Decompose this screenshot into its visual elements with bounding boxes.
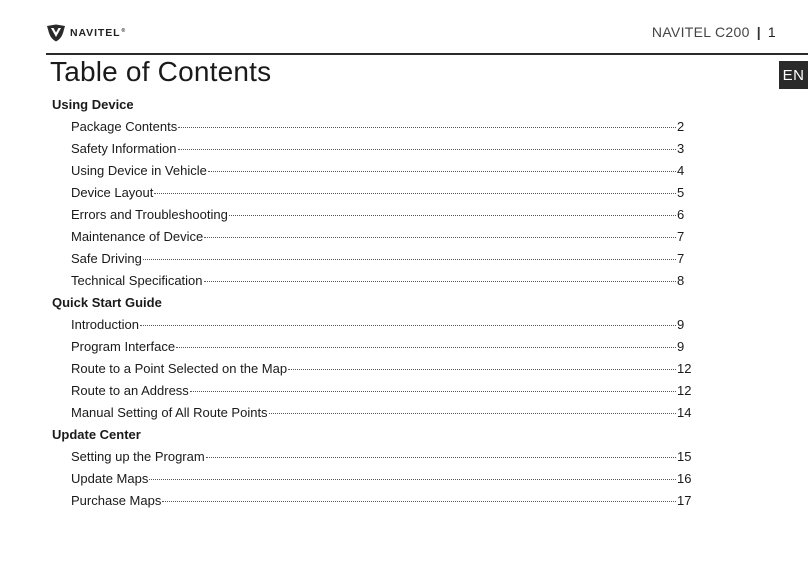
toc-entry-title: Purchase Maps	[71, 493, 162, 508]
toc-entry-page: 7	[677, 251, 685, 266]
toc-entry-title: Device Layout	[71, 185, 154, 200]
dot-leader	[178, 127, 676, 128]
dot-leader	[178, 149, 677, 150]
dot-leader	[176, 347, 676, 348]
shield-icon	[46, 24, 66, 42]
toc-entry-title: Maintenance of Device	[71, 229, 204, 244]
toc-entry-page: 2	[677, 119, 685, 134]
toc-entry-title: Safety Information	[71, 141, 177, 156]
section-heading: Quick Start Guide	[52, 295, 162, 310]
toc-entry-page: 4	[677, 163, 685, 178]
dot-leader	[143, 259, 676, 260]
toc-entry[interactable]	[52, 160, 692, 182]
toc-entry-page: 9	[677, 339, 685, 354]
toc-entry-page: 15	[677, 449, 692, 464]
toc-entry[interactable]	[52, 182, 692, 204]
toc-entry-page: 3	[677, 141, 685, 156]
page-number: 1	[767, 24, 776, 40]
toc-entry[interactable]	[52, 204, 692, 226]
toc-entry-page: 6	[677, 207, 685, 222]
header-separator: |	[756, 24, 761, 40]
toc-entry[interactable]	[52, 226, 692, 248]
toc-entry[interactable]	[52, 270, 692, 292]
toc-entry-page: 9	[677, 317, 685, 332]
toc-entry[interactable]	[52, 116, 692, 138]
toc-entry-title: Program Interface	[71, 339, 176, 354]
logo-registered-mark: ®	[121, 27, 127, 34]
toc-entry-title: Route to a Point Selected on the Map	[71, 361, 288, 376]
toc-entry[interactable]	[52, 138, 692, 160]
dot-leader	[229, 215, 676, 216]
toc-entry-page: 8	[677, 273, 685, 288]
toc-entry[interactable]	[52, 358, 692, 380]
toc-entry-title: Technical Specification	[71, 273, 203, 288]
model-name: NAVITEL C200	[651, 24, 750, 40]
toc-entry[interactable]	[52, 402, 692, 424]
dot-leader	[204, 237, 676, 238]
section-heading: Update Center	[52, 427, 141, 442]
toc-entry-title: Update Maps	[71, 471, 149, 486]
page-header	[0, 0, 808, 56]
toc-entry-page: 16	[677, 471, 692, 486]
dot-leader	[208, 171, 676, 172]
header-divider	[46, 53, 808, 55]
toc-entry-page: 7	[677, 229, 685, 244]
toc-entry-title: Safe Driving	[71, 251, 142, 266]
toc-entry[interactable]	[52, 468, 692, 490]
navitel-logo	[46, 24, 126, 42]
toc-entry[interactable]	[52, 314, 692, 336]
toc-entry[interactable]	[52, 380, 692, 402]
toc-entry[interactable]	[52, 248, 692, 270]
dot-leader	[140, 325, 676, 326]
toc-entry-title: Errors and Troubleshooting	[71, 207, 228, 222]
toc-entry-title: Manual Setting of All Route Points	[71, 405, 268, 420]
language-tab: EN	[779, 61, 808, 89]
toc-entry[interactable]	[52, 336, 692, 358]
toc-entry-page: 14	[677, 405, 692, 420]
header-model-page	[652, 24, 776, 40]
toc-entry[interactable]	[52, 446, 692, 468]
toc-entry-page: 12	[677, 361, 692, 376]
section-heading: Using Device	[52, 97, 134, 112]
toc-entry[interactable]	[52, 490, 692, 512]
logo-text: NAVITEL®	[70, 27, 127, 39]
toc-entry-title: Package Contents	[71, 119, 178, 134]
table-of-contents	[52, 94, 692, 512]
toc-entry-title: Route to an Address	[71, 383, 189, 398]
dot-leader	[204, 281, 676, 282]
dot-leader	[206, 457, 676, 458]
dot-leader	[149, 479, 676, 480]
toc-entry-title: Using Device in Vehicle	[71, 163, 207, 178]
page-title: Table of Contents	[50, 56, 272, 87]
toc-entry-page: 17	[677, 493, 692, 508]
toc-entry-title: Introduction	[71, 317, 139, 332]
dot-leader	[190, 391, 676, 392]
dot-leader	[288, 369, 676, 370]
toc-entry-title: Setting up the Program	[71, 449, 205, 464]
toc-entry-page: 12	[677, 383, 692, 398]
dot-leader	[269, 413, 676, 414]
toc-entry-page: 5	[677, 185, 685, 200]
dot-leader	[162, 501, 676, 502]
dot-leader	[154, 193, 676, 194]
